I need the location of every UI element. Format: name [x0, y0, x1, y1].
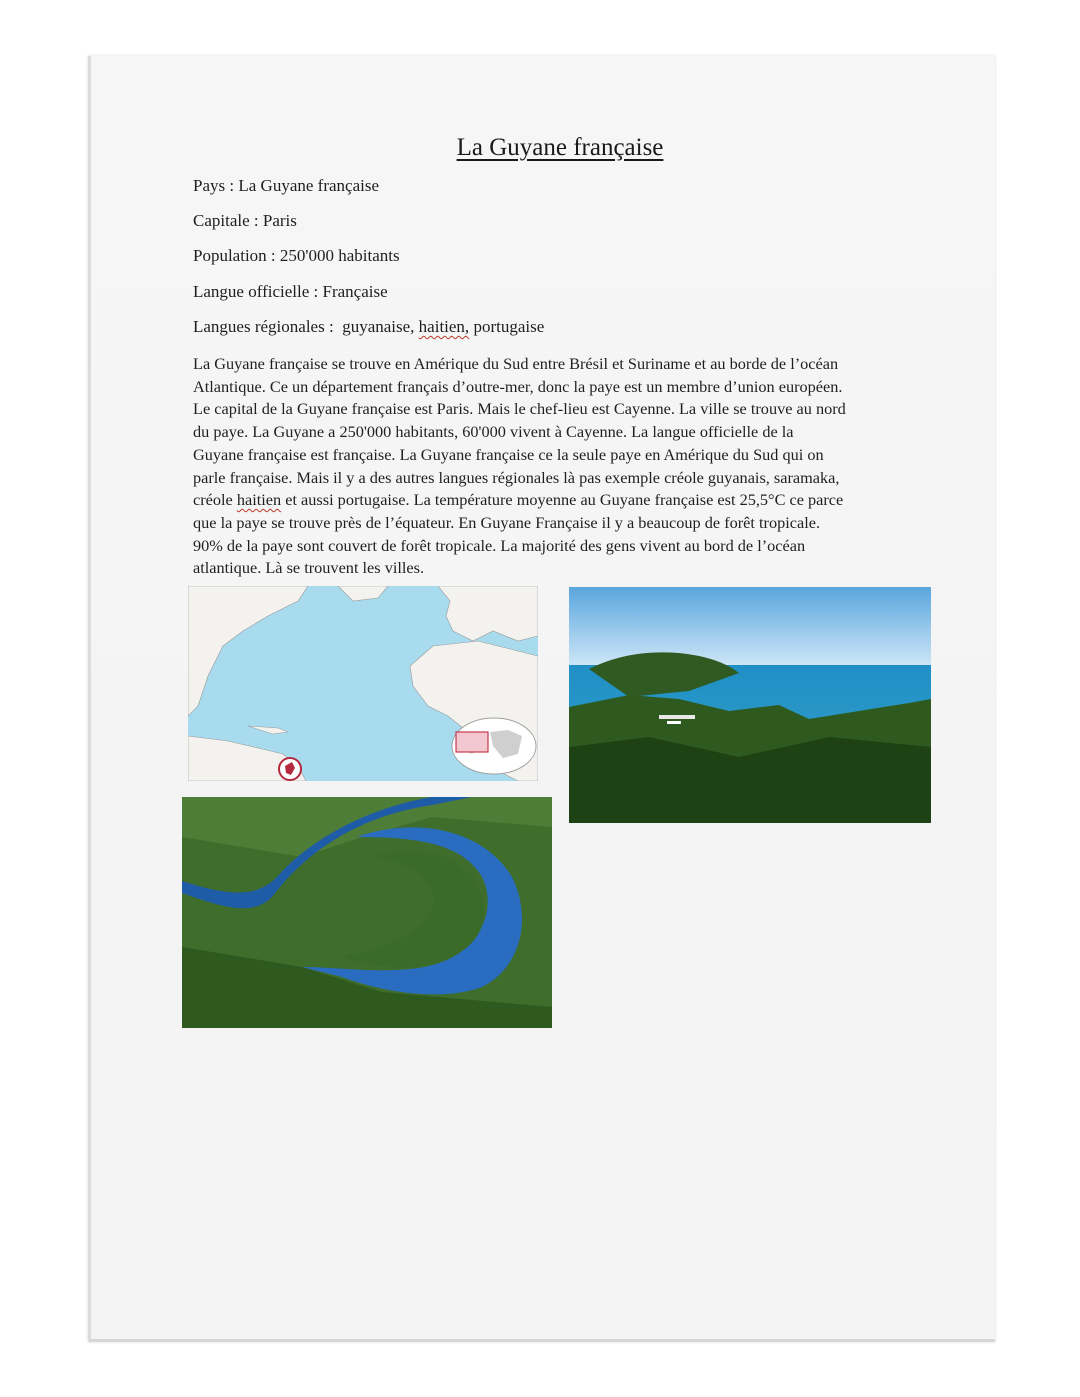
document-page	[88, 56, 995, 1342]
fact-capital: Capitale : Paris	[193, 211, 297, 230]
paragraph-line: que la paye se trouve près de l’équateur. En Guyane Française il y a beaucoup de forêt tropicale.	[193, 512, 821, 532]
body-paragraph	[193, 353, 933, 580]
page-title: La Guyane française	[456, 134, 664, 161]
paragraph-line: Le capital de la Guyane française est Paris. Mais le chef-lieu est Cayenne. La ville se trouve au nord	[193, 399, 846, 419]
fact-country: Pays : La Guyane française	[193, 176, 379, 195]
paragraph-line: créole haitien et aussi portugaise. La température moyenne au Guyane française est 25,5°C ce parce	[193, 490, 844, 510]
coastal-bay-photo	[569, 587, 931, 823]
paragraph-line: La Guyane française se trouve en Amérique du Sud entre Brésil et Suriname et au borde de l’océan	[193, 354, 839, 373]
paragraph-line: 90% de la paye sont couvert de forêt tropicale. La majorité des gens vivent au bord de l’océan	[193, 535, 806, 555]
jungle-river-photo	[182, 797, 552, 1028]
paragraph-line: parle française. Mais il y a des autres langues régionales là pas exemple créole guyanais, saramaka,	[193, 467, 840, 487]
spellcheck-flagged-word: haitien,	[418, 317, 470, 336]
paragraph-line: Guyane française est française. La Guyane française ce la seule paye en Amérique du Sud qui on	[193, 444, 824, 464]
locator-map-icon	[188, 586, 538, 781]
fact-official-language: Langue officielle : Française	[193, 282, 388, 301]
spellcheck-flagged-word: haitien	[236, 490, 282, 510]
fact-population: Population : 250'000 habitants	[193, 246, 400, 265]
paragraph-line: Atlantique. Ce un département français d’outre-mer, donc la paye est un membre d’union européen.	[193, 376, 843, 396]
paragraph-line: du paye. La Guyane a 250'000 habitants, 60'000 vivent à Cayenne. La langue officielle de la	[193, 422, 794, 442]
paragraph-line: atlantique. Là se trouvent les villes.	[193, 558, 425, 578]
fact-regional-languages: Langues régionales : guyanaise, haitien, portugaise	[193, 317, 545, 336]
